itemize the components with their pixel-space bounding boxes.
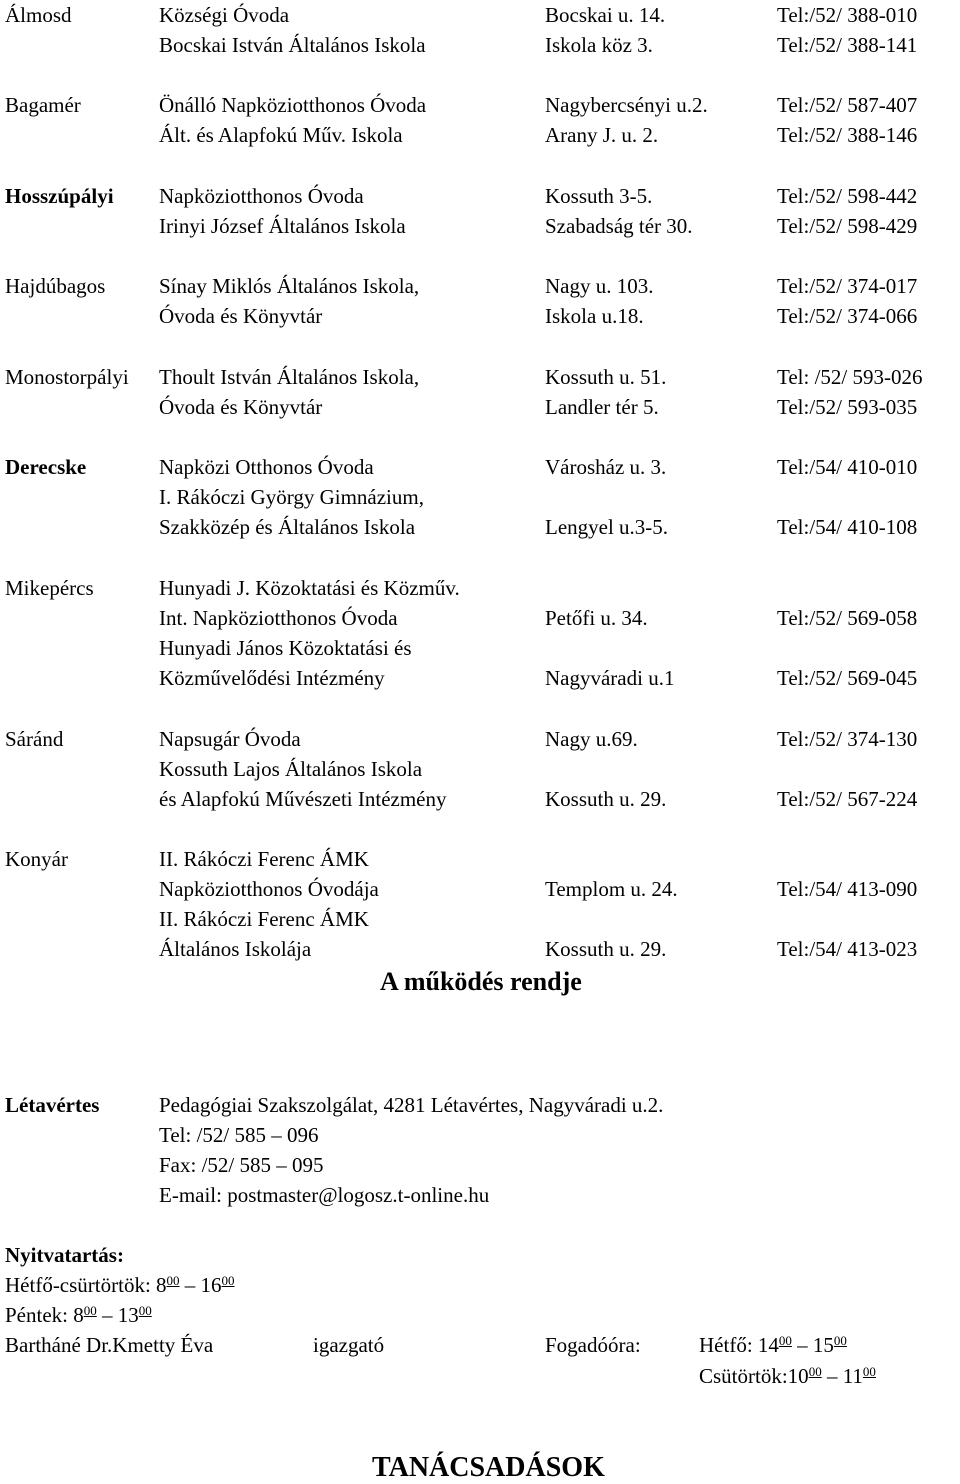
institution-name: Önálló Napköziotthonos Óvoda <box>159 93 427 117</box>
hours-fri-end: – 13 <box>96 1303 139 1327</box>
institution-address: Lengyel u.3-5. <box>545 515 669 539</box>
institution-name: Napközi Otthonos Óvoda <box>159 455 374 479</box>
table-row <box>0 271 960 301</box>
town-name: Monostorpályi <box>5 365 129 389</box>
office-fax: Fax: /52/ 585 – 095 <box>159 1153 324 1177</box>
institution-address: Arany J. u. 2. <box>545 123 659 147</box>
institution-address: Nagy u.69. <box>545 727 638 751</box>
institution-name: Napköziotthonos Óvodája <box>159 877 379 901</box>
town-name: Álmosd <box>5 3 72 27</box>
institution-phone: Tel: /52/ 593-026 <box>777 365 923 389</box>
town-name: Derecske <box>5 455 87 479</box>
hours-fri-start: Péntek: 8 <box>5 1303 84 1327</box>
institution-phone: Tel:/52/ 374-066 <box>777 304 918 328</box>
table-row <box>0 573 960 603</box>
institution-address: Kossuth u. 51. <box>545 365 667 389</box>
table-row <box>0 181 960 211</box>
table-row <box>0 844 960 874</box>
institution-phone: Tel:/52/ 598-429 <box>777 214 918 238</box>
institution-name: Általános Iskolája <box>159 937 312 961</box>
institution-phone: Tel:/54/ 413-023 <box>777 937 918 961</box>
institution-phone: Tel:/52/ 593-035 <box>777 395 918 419</box>
table-row <box>0 904 960 934</box>
institution-name: Kossuth Lajos Általános Iskola <box>159 757 423 781</box>
institution-phone: Tel:/52/ 388-146 <box>777 123 918 147</box>
table-row <box>0 754 960 784</box>
reception-mon-start-min: 00 <box>778 1333 792 1348</box>
institution-address: Nagyváradi u.1 <box>545 666 675 690</box>
institution-name: Községi Óvoda <box>159 3 290 27</box>
table-row <box>0 724 960 754</box>
table-row <box>0 512 960 542</box>
institution-address: Szabadság tér 30. <box>545 214 693 238</box>
institution-phone: Tel:/52/ 388-010 <box>777 3 918 27</box>
table-row <box>0 301 960 331</box>
institution-name: Hunyadi J. Közoktatási és Közműv. <box>159 576 460 600</box>
hours-fri-end-min: 00 <box>138 1303 152 1318</box>
table-row <box>0 0 960 30</box>
office-phone: Tel: /52/ 585 – 096 <box>159 1123 319 1147</box>
hours-mon-thu <box>5 1270 235 1300</box>
institution-address: Kossuth u. 29. <box>545 787 667 811</box>
institution-phone: Tel:/54/ 410-108 <box>777 515 918 539</box>
town-name: Bagamér <box>5 93 81 117</box>
hours-mon-thu-end-min: 00 <box>221 1273 235 1288</box>
institution-phone: Tel:/54/ 413-090 <box>777 877 918 901</box>
hours-mon-thu-start: Hétfő-csürtörtök: 8 <box>5 1273 167 1297</box>
town-name: Hajdúbagos <box>5 274 106 298</box>
institution-phone: Tel:/52/ 569-058 <box>777 606 918 630</box>
reception-monday <box>699 1330 847 1360</box>
reception-thu-end-min: 00 <box>862 1364 876 1379</box>
reception-thu-start-min: 00 <box>808 1364 822 1379</box>
institution-name: II. Rákóczi Ferenc ÁMK <box>159 907 369 931</box>
town-name: Hosszúpályi <box>5 184 114 208</box>
institution-phone: Tel:/52/ 598-442 <box>777 184 918 208</box>
table-row <box>0 482 960 512</box>
office-address: Pedagógiai Szakszolgálat, 4281 Létavértes, Nagyváradi u.2. <box>159 1093 664 1117</box>
institution-address: Iskola köz 3. <box>545 33 653 57</box>
director-name: Bartháné Dr.Kmetty Éva <box>5 1333 214 1357</box>
town-name: Konyár <box>5 847 68 871</box>
institution-name: Sínay Miklós Általános Iskola, <box>159 274 420 298</box>
institution-name: Szakközép és Általános Iskola <box>159 515 416 539</box>
institution-phone: Tel:/52/ 388-141 <box>777 33 918 57</box>
institution-phone: Tel:/52/ 569-045 <box>777 666 918 690</box>
institution-name: Óvoda és Könyvtár <box>159 304 323 328</box>
institution-phone: Tel:/52/ 374-017 <box>777 274 918 298</box>
section-title: A működés rendje <box>380 967 582 996</box>
reception-mon-end-min: 00 <box>833 1333 847 1348</box>
institution-name: Int. Napköziotthonos Óvoda <box>159 606 398 630</box>
institution-name: Óvoda és Könyvtár <box>159 395 323 419</box>
institution-address: Nagy u. 103. <box>545 274 654 298</box>
institution-name: Napsugár Óvoda <box>159 727 301 751</box>
institution-name: Bocskai István Általános Iskola <box>159 33 426 57</box>
institution-address: Landler tér 5. <box>545 395 659 419</box>
table-row <box>0 874 960 904</box>
institution-name: Irinyi József Általános Iskola <box>159 214 406 238</box>
hours-label: Nyitvatartás: <box>5 1243 124 1267</box>
table-row <box>0 603 960 633</box>
office-town: Létavértes <box>5 1093 100 1117</box>
institution-name: II. Rákóczi Ferenc ÁMK <box>159 847 369 871</box>
institution-address: Iskola u.18. <box>545 304 644 328</box>
table-row <box>0 30 960 60</box>
table-row <box>0 452 960 482</box>
institution-address: Nagybercsényi u.2. <box>545 93 708 117</box>
reception-mon-end: – 15 <box>791 1333 834 1357</box>
table-row <box>0 362 960 392</box>
institution-phone: Tel:/52/ 587-407 <box>777 93 918 117</box>
table-row <box>0 90 960 120</box>
institution-address: Kossuth u. 29. <box>545 937 667 961</box>
town-name: Sáránd <box>5 727 64 751</box>
institution-address: Városház u. 3. <box>545 455 667 479</box>
table-row <box>0 784 960 814</box>
institution-address: Templom u. 24. <box>545 877 678 901</box>
director-role: igazgató <box>313 1333 385 1357</box>
table-row <box>0 633 960 663</box>
table-row <box>0 392 960 422</box>
next-section-heading: TANÁCSADÁSOK <box>372 1452 605 1483</box>
hours-fri-start-min: 00 <box>83 1303 97 1318</box>
table-row <box>0 211 960 241</box>
reception-thursday <box>699 1361 876 1391</box>
table-row <box>0 120 960 150</box>
table-row <box>0 663 960 693</box>
institution-phone: Tel:/52/ 567-224 <box>777 787 918 811</box>
hours-friday <box>5 1300 152 1330</box>
institution-name: Hunyadi János Közoktatási és <box>159 636 412 660</box>
reception-thu-start: Csütörtök:10 <box>699 1364 809 1388</box>
hours-mon-thu-start-min: 00 <box>166 1273 180 1288</box>
institution-name: Ált. és Alapfokú Műv. Iskola <box>159 123 403 147</box>
institution-name: Thoult István Általános Iskola, <box>159 365 420 389</box>
reception-label: Fogadóóra: <box>545 1333 641 1357</box>
institution-phone: Tel:/54/ 410-010 <box>777 455 918 479</box>
institution-name: I. Rákóczi György Gimnázium, <box>159 485 424 509</box>
reception-thu-end: – 11 <box>821 1364 863 1388</box>
institution-name: Közművelődési Intézmény <box>159 666 385 690</box>
office-email: E-mail: postmaster@logosz.t-online.hu <box>159 1183 490 1207</box>
table-row <box>0 934 960 964</box>
institution-phone: Tel:/52/ 374-130 <box>777 727 918 751</box>
institution-name: Napköziotthonos Óvoda <box>159 184 364 208</box>
hours-mon-thu-end: – 16 <box>179 1273 222 1297</box>
reception-mon-start: Hétfő: 14 <box>699 1333 779 1357</box>
town-name: Mikepércs <box>5 576 94 600</box>
institution-address: Bocskai u. 14. <box>545 3 666 27</box>
institution-address: Petőfi u. 34. <box>545 606 648 630</box>
institution-address: Kossuth 3-5. <box>545 184 653 208</box>
institution-name: és Alapfokú Művészeti Intézmény <box>159 787 447 811</box>
